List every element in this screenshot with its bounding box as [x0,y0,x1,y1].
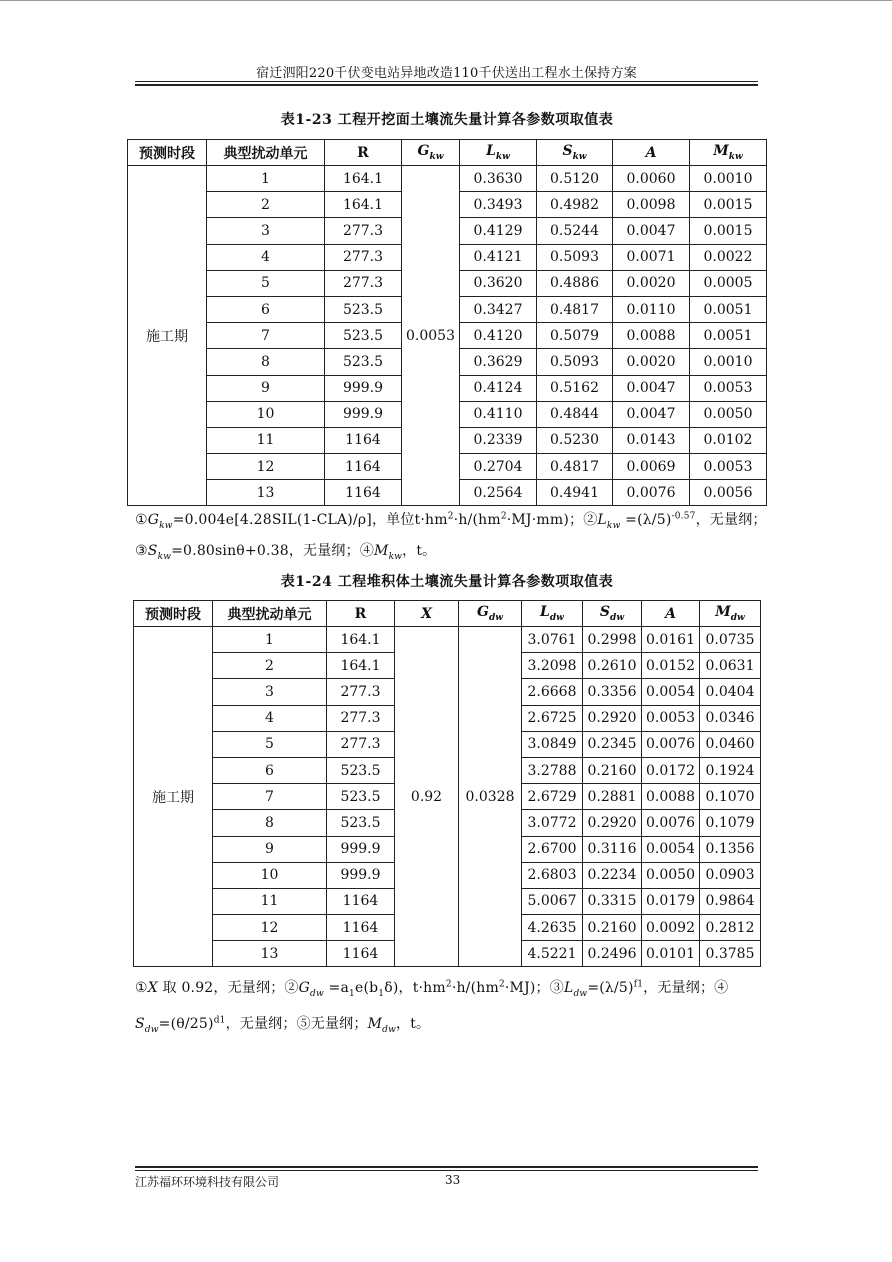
cell-m: 0.0051 [690,296,767,322]
table-row [134,627,761,653]
cell-a: 0.0071 [613,244,690,270]
cell-s: 0.4941 [537,480,613,506]
table-1-24-note-line-2: $S_{dw}=(\theta/25)^{d1}$，无量纲；⑤无量纲；$M_{dw}$，t。 [135,1015,431,1035]
cell-m: 0.0051 [690,323,767,349]
cell-l: 0.3620 [460,270,537,296]
cell-l: 2.6803 [522,862,583,888]
cell-l: 3.2098 [522,653,583,679]
cell-unit: 6 [213,757,327,783]
cell-a: 0.0076 [642,810,700,836]
cell-unit: 12 [213,915,327,941]
cell-s: 0.5079 [537,323,613,349]
cell-a: 0.0088 [642,784,700,810]
cell-s: 0.2234 [583,862,642,888]
cell-r: 523.5 [325,349,402,375]
cell-s: 0.4817 [537,296,613,322]
cell-l: 5.0067 [522,888,583,914]
header-s: $S_{dw}$ [583,601,642,627]
cell-unit: 12 [207,454,325,480]
cell-r: 1164 [327,888,395,914]
cell-unit: 6 [207,296,325,322]
cell-unit: 1 [207,166,325,192]
cell-l: 3.0761 [522,627,583,653]
cell-a: 0.0088 [613,323,690,349]
page-number: 33 [445,1173,461,1187]
cell-m: 0.0102 [690,427,767,453]
header-g: $G_{dw}$ [459,601,522,627]
table-1-23-note-line-2: $③S_{kw}=0.80\sin\theta+0.38$，无量纲；$④M_{kw}$，t。 [135,543,437,562]
cell-l: 0.3629 [460,349,537,375]
cell-unit: 2 [207,192,325,218]
cell-g-merged: 0.0328 [459,627,522,967]
cell-s: 0.2160 [583,915,642,941]
cell-a: 0.0047 [613,375,690,401]
cell-s: 0.4982 [537,192,613,218]
cell-s: 0.5093 [537,244,613,270]
cell-m: 0.0056 [690,480,767,506]
cell-s: 0.2920 [583,810,642,836]
cell-r: 277.3 [325,244,402,270]
cell-m: 0.0903 [700,862,761,888]
cell-l: 0.4124 [460,375,537,401]
cell-l: 4.2635 [522,915,583,941]
header-unit: 典型扰动单元 [207,140,325,166]
cell-a: 0.0101 [642,941,700,967]
cell-g-merged: 0.0053 [402,166,460,506]
cell-a: 0.0020 [613,270,690,296]
cell-l: 2.6725 [522,705,583,731]
header-x: X [395,601,459,627]
cell-r: 523.5 [327,810,395,836]
cell-l: 0.2704 [460,454,537,480]
cell-l: 2.6700 [522,836,583,862]
cell-s: 0.3315 [583,888,642,914]
cell-a: 0.0092 [642,915,700,941]
cell-m: 0.0053 [690,375,767,401]
cell-r: 999.9 [327,862,395,888]
cell-unit: 11 [207,427,325,453]
cell-s: 0.4886 [537,270,613,296]
table-1-24 [133,600,761,967]
cell-s: 0.5093 [537,349,613,375]
table-1-23 [127,139,767,506]
cell-period: 施工期 [128,166,207,506]
footer-company: 江苏福环环境科技有限公司 [135,1175,280,1189]
cell-s: 0.2160 [583,757,642,783]
cell-unit: 13 [207,480,325,506]
cell-m: 0.0631 [700,653,761,679]
cell-r: 523.5 [327,757,395,783]
header-unit: 典型扰动单元 [213,601,327,627]
cell-r: 523.5 [325,296,402,322]
cell-unit: 10 [207,401,325,427]
cell-unit: 3 [207,218,325,244]
cell-r: 277.3 [325,270,402,296]
cell-r: 1164 [327,915,395,941]
cell-m: 0.0022 [690,244,767,270]
cell-a: 0.0020 [613,349,690,375]
cell-a: 0.0076 [642,731,700,757]
cell-a: 0.0143 [613,427,690,453]
cell-unit: 5 [207,270,325,296]
page-header-title: 宿迁泗阳220千伏变电站异地改造110千伏送出工程水土保持方案 [256,66,637,81]
cell-s: 0.5230 [537,427,613,453]
cell-m: 0.0010 [690,166,767,192]
cell-a: 0.0050 [642,862,700,888]
cell-unit: 13 [213,941,327,967]
cell-s: 0.2920 [583,705,642,731]
table-1-24-note-line-1: ①X 取 0.92，无量纲；$②G_{dw} =a_1e(b_1\delta)$，$t\cdot hm^2\cdot h/(hm^2\cdot MJ)$；$③L_{dw}=(\lambda/5)^{f1}$，无量纲；④ [135,979,729,999]
cell-m: 0.0005 [690,270,767,296]
cell-a: 0.0060 [613,166,690,192]
cell-unit: 9 [213,836,327,862]
header-a: A [642,601,700,627]
cell-unit: 4 [207,244,325,270]
cell-s: 0.5162 [537,375,613,401]
cell-a: 0.0110 [613,296,690,322]
cell-unit: 10 [213,862,327,888]
header-g: $G_{kw}$ [402,140,460,166]
cell-r: 1164 [325,427,402,453]
cell-r: 999.9 [325,401,402,427]
cell-a: 0.0053 [642,705,700,731]
cell-a: 0.0054 [642,679,700,705]
cell-r: 523.5 [327,784,395,810]
cell-r: 1164 [325,454,402,480]
cell-m: 0.0346 [700,705,761,731]
cell-m: 0.0735 [700,627,761,653]
cell-unit: 3 [213,679,327,705]
cell-x-merged: 0.92 [395,627,459,967]
cell-s: 0.2610 [583,653,642,679]
cell-l: 2.6668 [522,679,583,705]
cell-unit: 7 [207,323,325,349]
cell-l: 0.2339 [460,427,537,453]
cell-s: 0.4844 [537,401,613,427]
cell-m: 0.0015 [690,218,767,244]
cell-r: 164.1 [327,627,395,653]
cell-unit: 4 [213,705,327,731]
cell-unit: 2 [213,653,327,679]
table-1-24-caption: 表1-24 工程堆积体土壤流失量计算各参数项取值表 [280,574,614,590]
cell-a: 0.0172 [642,757,700,783]
cell-l: 4.5221 [522,941,583,967]
table-1-23-caption: 表1-23 工程开挖面土壤流失量计算各参数项取值表 [280,112,614,128]
cell-unit: 7 [213,784,327,810]
footer-rule [135,1170,758,1171]
cell-r: 1164 [327,941,395,967]
cell-m: 0.3785 [700,941,761,967]
footer-rule-thick [135,1166,758,1168]
header-rule-thick [135,84,758,86]
cell-m: 0.1070 [700,784,761,810]
cell-r: 523.5 [325,323,402,349]
cell-m: 0.0050 [690,401,767,427]
header-l: $L_{kw}$ [460,140,537,166]
cell-a: 0.0054 [642,836,700,862]
cell-l: 3.0849 [522,731,583,757]
header-period: 预测时段 [128,140,207,166]
cell-r: 999.9 [327,836,395,862]
cell-s: 0.5244 [537,218,613,244]
cell-l: 0.4121 [460,244,537,270]
cell-a: 0.0047 [613,218,690,244]
cell-l: 0.4120 [460,323,537,349]
header-l: $L_{dw}$ [522,601,583,627]
cell-m: 0.1079 [700,810,761,836]
cell-s: 0.5120 [537,166,613,192]
cell-m: 0.0010 [690,349,767,375]
cell-m: 0.0015 [690,192,767,218]
header-rule [135,81,758,82]
cell-a: 0.0076 [613,480,690,506]
cell-m: 0.0460 [700,731,761,757]
cell-l: 0.3630 [460,166,537,192]
table-1-23-note-line-1: $①G_{kw}=0.004e[4.28SIL(1-CLA)/\rho]$，单位$t\cdot hm^2\cdot h/(hm^2\cdot MJ\cdot mm)$；$②L_{kw} =(\lambda/5)^{-0.57}$，无量纲； [135,511,767,531]
cell-l: 0.4110 [460,401,537,427]
page-top-border [0,0,892,1]
cell-r: 277.3 [327,679,395,705]
cell-r: 277.3 [325,218,402,244]
cell-unit: 9 [207,375,325,401]
cell-s: 0.3116 [583,836,642,862]
cell-a: 0.0069 [613,454,690,480]
cell-r: 277.3 [327,731,395,757]
header-m: $M_{dw}$ [700,601,761,627]
cell-a: 0.0152 [642,653,700,679]
cell-r: 1164 [325,480,402,506]
cell-l: 0.3427 [460,296,537,322]
cell-r: 277.3 [327,705,395,731]
cell-m: 0.2812 [700,915,761,941]
cell-a: 0.0098 [613,192,690,218]
cell-s: 0.2496 [583,941,642,967]
table-row [128,166,767,192]
cell-r: 164.1 [327,653,395,679]
cell-s: 0.2881 [583,784,642,810]
cell-s: 0.3356 [583,679,642,705]
cell-m: 0.1924 [700,757,761,783]
cell-l: 3.0772 [522,810,583,836]
header-r: R [325,140,402,166]
cell-unit: 1 [213,627,327,653]
cell-m: 0.0053 [690,454,767,480]
cell-m: 0.9864 [700,888,761,914]
cell-a: 0.0047 [613,401,690,427]
cell-l: 0.2564 [460,480,537,506]
cell-r: 999.9 [325,375,402,401]
cell-period: 施工期 [134,627,213,967]
cell-unit: 8 [213,810,327,836]
cell-unit: 5 [213,731,327,757]
cell-m: 0.0404 [700,679,761,705]
cell-a: 0.0161 [642,627,700,653]
cell-a: 0.0179 [642,888,700,914]
cell-s: 0.2345 [583,731,642,757]
cell-m: 0.1356 [700,836,761,862]
cell-unit: 8 [207,349,325,375]
cell-s: 0.2998 [583,627,642,653]
cell-unit: 11 [213,888,327,914]
header-m: $M_{kw}$ [690,140,767,166]
cell-r: 164.1 [325,192,402,218]
cell-r: 164.1 [325,166,402,192]
cell-s: 0.4817 [537,454,613,480]
cell-l: 2.6729 [522,784,583,810]
cell-l: 3.2788 [522,757,583,783]
header-s: $S_{kw}$ [537,140,613,166]
header-r: R [327,601,395,627]
header-period: 预测时段 [134,601,213,627]
cell-l: 0.3493 [460,192,537,218]
cell-l: 0.4129 [460,218,537,244]
header-a: A [613,140,690,166]
